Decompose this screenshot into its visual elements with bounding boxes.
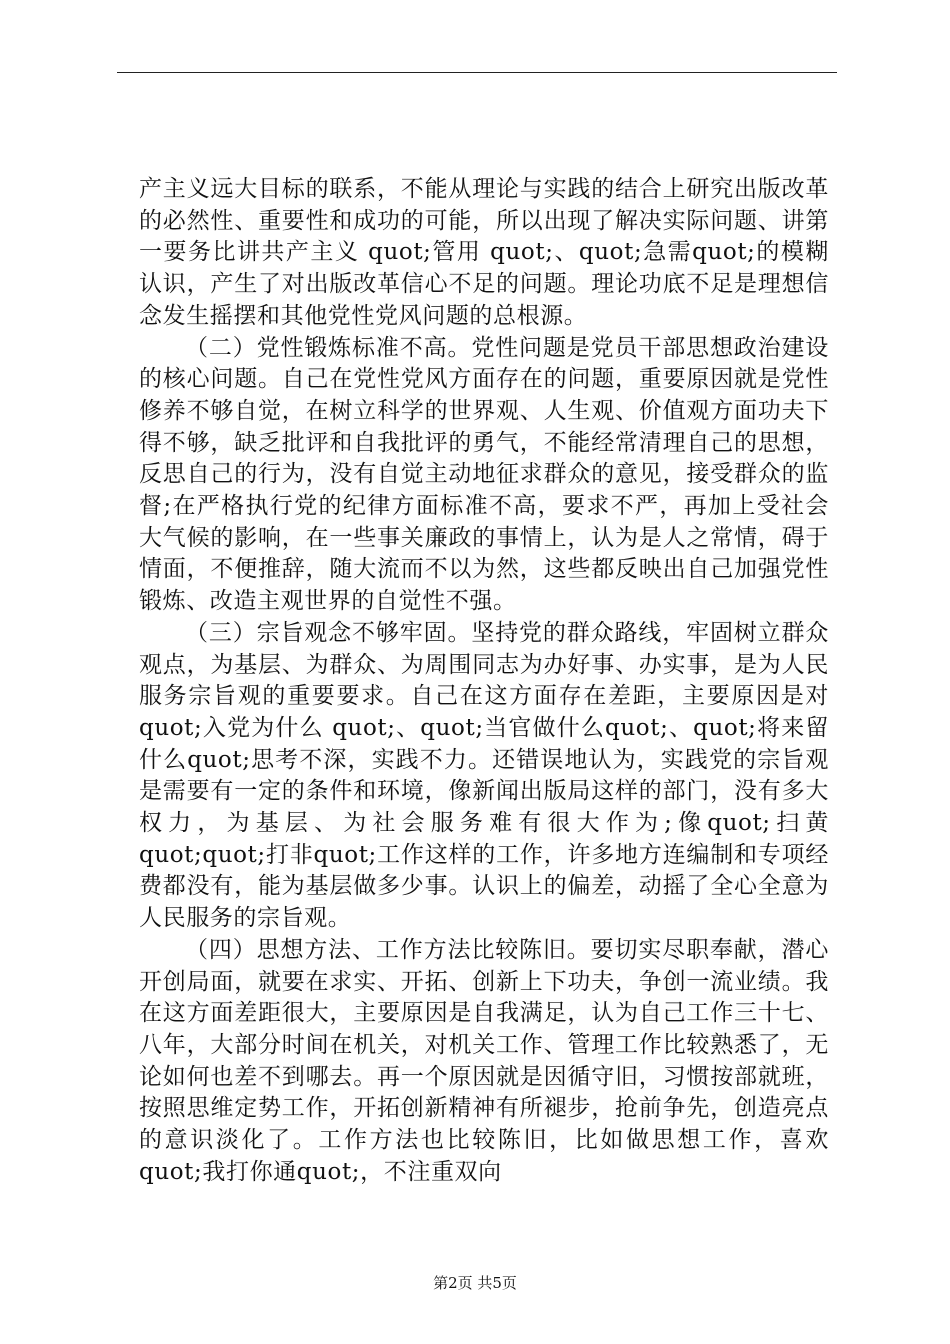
paragraph-purpose-concept: （三）宗旨观念不够牢固。坚持党的群众路线，牢固树立群众观点，为基层、为群众、为周围同志为办好事、办实事，是为人民服务宗旨观的重要要求。自己在这方面存在差距，主要原因是对 quot;入党为什么 quot;、quot;当官做什么quot;、quot;将来留什么quot;思考不深，实践不力。还错误地认为，实践党的宗旨观是需要有一定的条件和环境，像新闻出版局这样的部门，没有多大权力，为基层、为社会服务难有很大作为;像quot;扫黄quot;quot;打非quot;工作这样的工作，许多地方连编制和专项经费都没有，能为基层做多少事。认识上的偏差，动摇了全心全意为人民服务的宗旨观。 — [139, 619, 829, 932]
header-rule — [117, 72, 837, 73]
paragraph-party-spirit: （二）党性锻炼标准不高。党性问题是党员干部思想政治建设的核心问题。自己在党性党风方面存在的问题，重要原因就是党性修养不够自觉，在树立科学的世界观、人生观、价值观方面功夫下得不够，缺乏批评和自我批评的勇气，不能经常清理自己的思想，反思自己的行为，没有自觉主动地征求群众的意见，接受群众的监督;在严格执行党的纪律方面标准不高，要求不严，再加上受社会大气候的影响，在一些事关廉政的事情上，认为是人之常情，碍于情面，不便推辞，随大流而不以为然，这些都反映出自己加强党性锻炼、改造主观世界的自觉性不强。 — [139, 334, 829, 615]
document-body — [139, 174, 829, 1189]
paragraph-work-methods: （四）思想方法、工作方法比较陈旧。要切实尽职奉献，潜心开创局面，就要在求实、开拓、创新上下功夫，争创一流业绩。我在这方面差距很大，主要原因是自我满足，认为自己工作三十七、八年，大部分时间在机关，对机关工作、管理工作比较熟悉了，无论如何也差不到哪去。再一个原因就是因循守旧，习惯按部就班，按照思维定势工作，开拓创新精神有所褪步，抢前争先，创造亮点的意识淡化了。工作方法也比较陈旧，比如做思想工作，喜欢quot;我打你通quot;，不注重双向 — [139, 936, 829, 1185]
paragraph-continuation: 产主义远大目标的联系，不能从理论与实践的结合上研究出版改革的必然性、重要性和成功的可能，所以出现了解决实际问题、讲第一要务比讲共产主义 quot;管用 quot;、quot;急需quot;的模糊认识，产生了对出版改革信心不足的问题。理论功底不足是理想信念发生摇摆和其他党性党风问题的总根源。 — [139, 176, 829, 329]
page-footer: 第2页 共5页 — [433, 1274, 517, 1292]
